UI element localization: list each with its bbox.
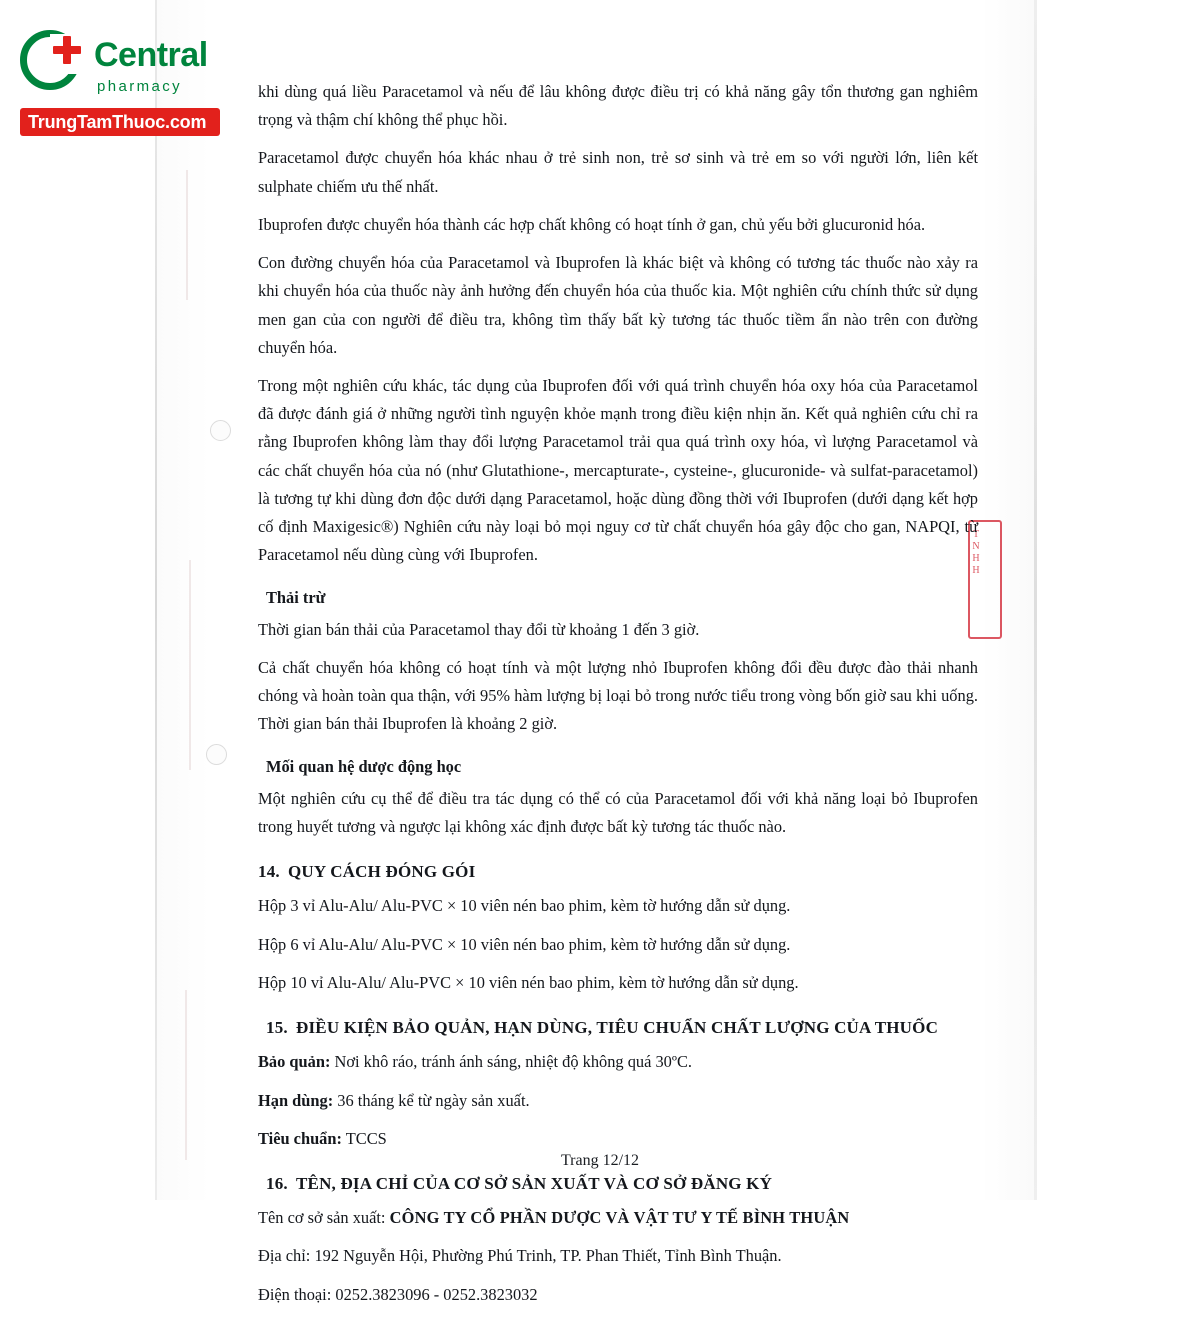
stamp-text: TNHH (970, 529, 982, 577)
section-number: 14. (258, 862, 280, 882)
address-row (258, 1242, 978, 1270)
page-edge-left (155, 0, 157, 1200)
section-heading-15 (266, 1013, 978, 1042)
section-heading-14 (258, 857, 978, 886)
packaging-line: Hộp 3 vỉ Alu-Alu/ Alu-PVC × 10 viên nén bao phim, kèm tờ hướng dẫn sử dụng. (258, 896, 791, 916)
address-value: 192 Nguyễn Hội, Phường Phú Trinh, TP. Phan Thiết, Tỉnh Bình Thuận. (314, 1246, 782, 1266)
paragraph: Thời gian bán thải của Paracetamol thay đổi từ khoảng 1 đến 3 giờ. (258, 619, 700, 639)
section-title: ĐIỀU KIỆN BẢO QUẢN, HẠN DÙNG, TIÊU CHUẨN CHẤT LƯỢNG CỦA THUỐC (296, 1018, 939, 1038)
shelf-life-label: Hạn dùng: (258, 1090, 334, 1110)
brand-name: Central (94, 36, 208, 74)
paragraph: Trong một nghiên cứu khác, tác dụng của Ibuprofen đối với quá trình chuyển hóa oxy hóa của Paracetamol đã được đánh giá ở những người tình nguyện khỏe mạnh trong điều kiện nhịn ăn. Kết quả nghiên cứu chỉ ra rằng Ibuprofen không làm thay đổi lượng Paracetamol trải qua quá trình oxy hóa, vì lượng Paracetamol và các chất chuyển hóa của nó (như Glutathione-, mercapturate-, cysteine-, glucuronide- và sulfat-paracetamol) là tương tự khi dùng đơn độc dưới dạng Paracetamol, hoặc dùng đồng thời với Ibuprofen (dưới dạng kết hợp cố định Maxigesic®) Nghiên cứu này loại bỏ mọi nguy cơ từ chất chuyển hóa gây độc cho gan, NAPQI, từ Paracetamol nếu dùng cùng với Ibuprofen. (258, 375, 978, 565)
section-title: TÊN, ĐỊA CHỈ CỦA CƠ SỞ SẢN XUẤT VÀ CƠ SỞ ĐĂNG KÝ (296, 1174, 773, 1194)
punch-hole (210, 420, 231, 441)
storage-row (258, 1048, 978, 1076)
phone-value: 0252.3823096 - 0252.3823032 (335, 1284, 538, 1304)
page-edge-right (1034, 0, 1037, 1200)
subheading-elimination: Thải trừ (266, 587, 326, 607)
packaging-line: Hộp 6 vỉ Alu-Alu/ Alu-PVC × 10 viên nén bao phim, kèm tờ hướng dẫn sử dụng. (258, 934, 791, 954)
document-body (258, 78, 978, 1319)
section-number: 15. (266, 1018, 288, 1038)
section-number: 16. (266, 1174, 288, 1194)
paragraph: Cả chất chuyển hóa không có hoạt tính và một lượng nhỏ Ibuprofen không đổi đều được đào thải nhanh chóng và hoàn toàn qua thận, với 95% hàm lượng bị loại bỏ trong nước tiểu trong vòng bốn giờ sau khi uống. Thời gian bán thải Ibuprofen là khoảng 2 giờ. (258, 657, 978, 734)
scan-artifact (186, 170, 188, 300)
address-label: Địa chỉ: (258, 1246, 311, 1266)
punch-hole (206, 744, 227, 765)
packaging-line: Hộp 10 vỉ Alu-Alu/ Alu-PVC × 10 viên nén bao phim, kèm tờ hướng dẫn sử dụng. (258, 972, 799, 992)
storage-label: Bảo quản: (258, 1052, 331, 1072)
storage-value: Nơi khô ráo, tránh ánh sáng, nhiệt độ không quá 30ºC. (334, 1052, 692, 1072)
site-label-badge (20, 108, 220, 136)
section-title: QUY CÁCH ĐÓNG GÓI (288, 862, 476, 882)
section-heading-16 (266, 1169, 978, 1198)
page-footer: Trang 12/12 (560, 1152, 640, 1169)
paragraph: Paracetamol được chuyển hóa khác nhau ở trẻ sinh non, trẻ sơ sinh và trẻ em so với người lớn, liên kết sulphate chiếm ưu thế nhất. (258, 148, 978, 196)
shelf-life-value: 36 tháng kể từ ngày sản xuất. (337, 1090, 530, 1110)
brand-tagline: pharmacy (97, 78, 183, 95)
phone-row (258, 1281, 978, 1309)
medical-cross-icon (53, 46, 81, 54)
manufacturer-value: CÔNG TY CỔ PHẦN DƯỢC VÀ VẬT TƯ Y TẾ BÌNH THUẬN (389, 1208, 850, 1228)
phone-label: Điện thoại: (258, 1284, 332, 1304)
standard-value: TCCS (345, 1128, 387, 1148)
manufacturer-label: Tên cơ sở sản xuất: (258, 1208, 386, 1228)
shelf-life-row (258, 1087, 978, 1115)
standard-row (258, 1125, 978, 1153)
paragraph: Một nghiên cứu cụ thể để điều tra tác dụng có thể có của Paracetamol đối với khả năng loại bỏ Ibuprofen trong huyết tương và ngược lại không xác định được bất kỳ tương tác thuốc nào. (258, 788, 978, 837)
paragraph: Con đường chuyển hóa của Paracetamol và Ibuprofen là khác biệt và không có tương tác thuốc nào xảy ra khi chuyển hóa của thuốc này ảnh hưởng đến chuyển hóa của thuốc kia. Một nghiên cứu chính thức sử dụng men gan của con người để điều tra, không tìm thấy bất kỳ tương tác thuốc tiềm ẩn nào trên con đường chuyển hóa. (258, 253, 978, 357)
central-pharmacy-logo (12, 22, 232, 142)
manufacturer-row (258, 1204, 978, 1232)
scan-artifact (189, 560, 191, 770)
subheading-pk-relation: Mối quan hệ dược động học (266, 756, 462, 776)
site-label-text: TrungTamThuoc.com (28, 112, 207, 132)
standard-label: Tiêu chuẩn: (258, 1128, 342, 1148)
scan-artifact (185, 990, 187, 1160)
paragraph: khi dùng quá liều Paracetamol và nếu để lâu không được điều trị có khả năng gây tổn thương gan nghiêm trọng và thậm chí không thể phục hồi. (258, 82, 978, 130)
logo-mark-icon (20, 30, 86, 96)
paragraph: Ibuprofen được chuyển hóa thành các hợp chất không có hoạt tính ở gan, chủ yếu bởi glucuronid hóa. (258, 214, 926, 234)
